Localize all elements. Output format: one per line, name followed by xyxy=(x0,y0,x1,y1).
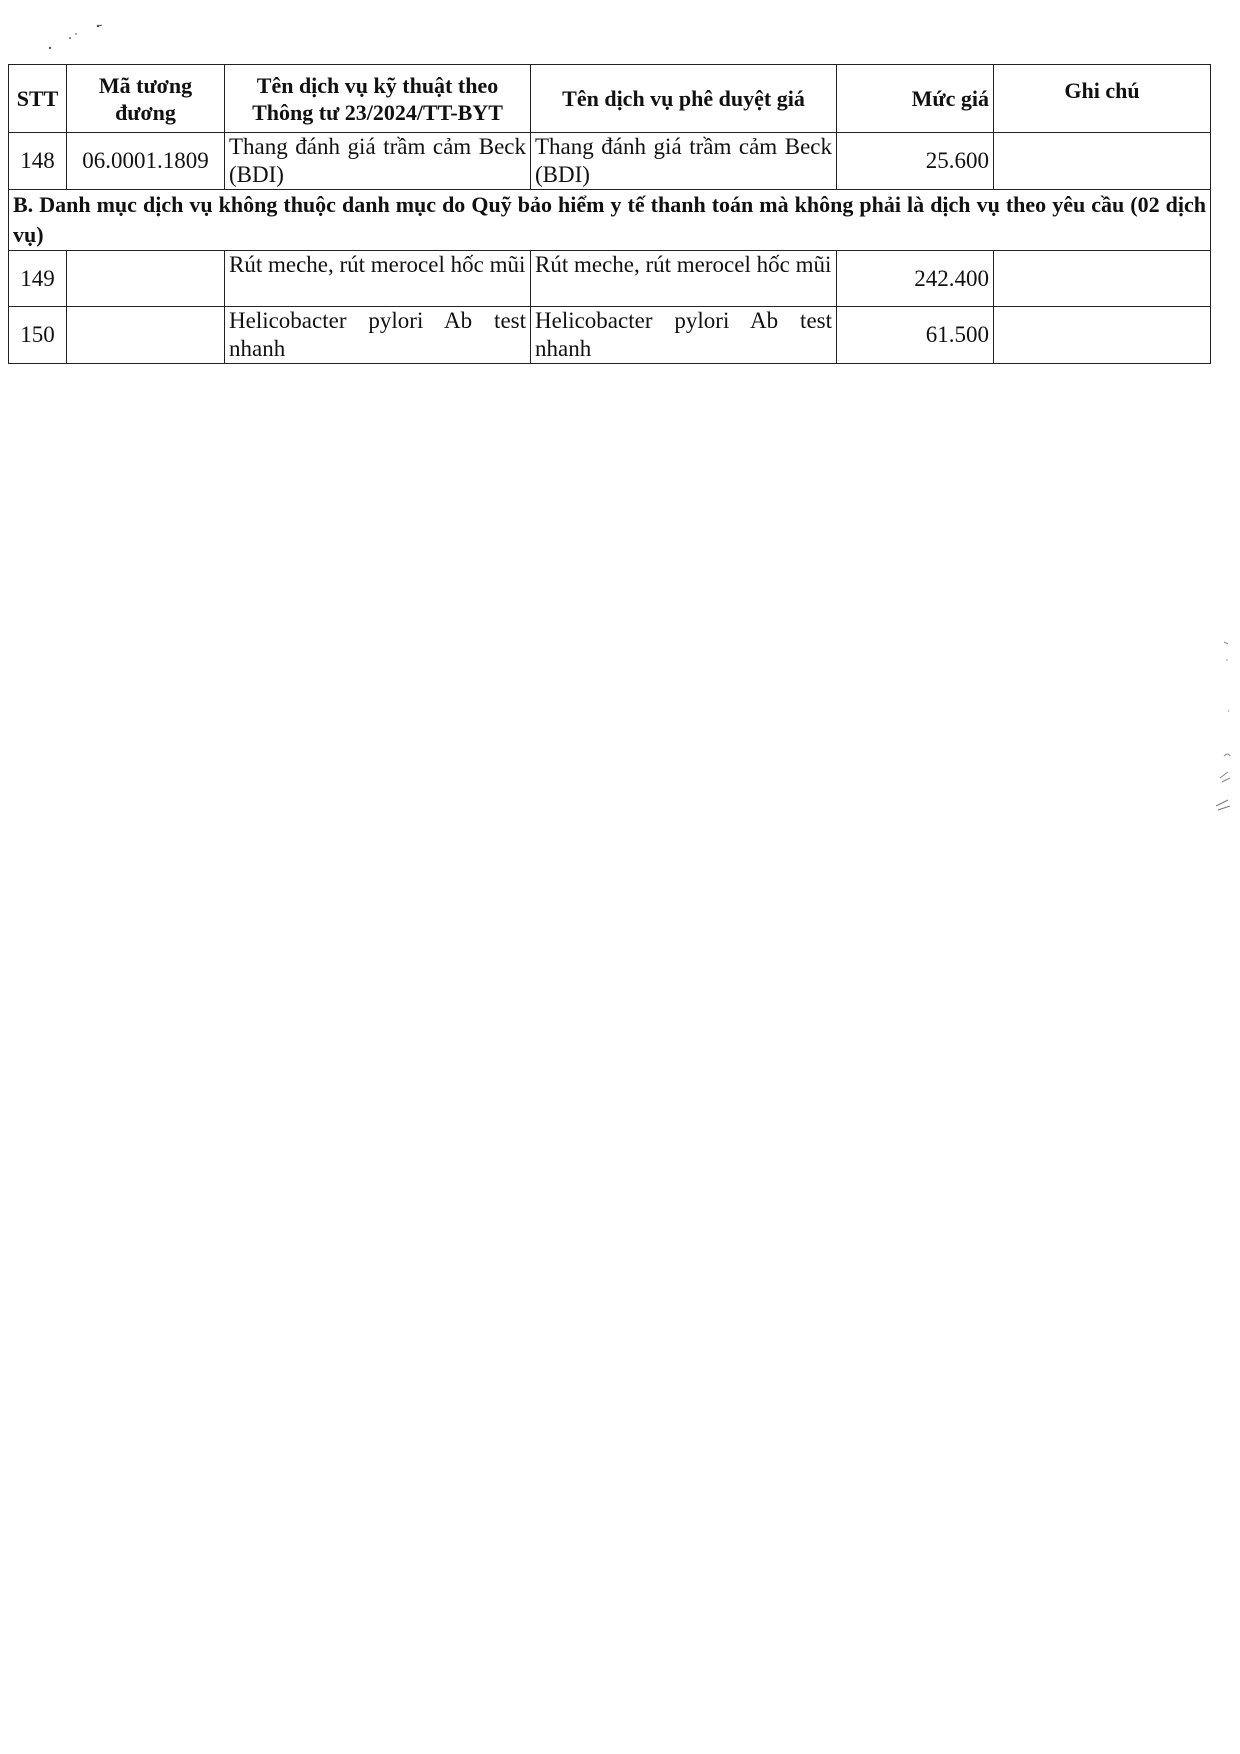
header-muc-gia: Mức giá xyxy=(837,65,994,133)
cell-muc-gia: 25.600 xyxy=(837,133,994,190)
header-ma-tuong-duong: Mã tương đương xyxy=(67,65,225,133)
cell-stt: 149 xyxy=(9,251,67,307)
section-row xyxy=(9,190,1211,251)
cell-muc-gia: 242.400 xyxy=(837,251,994,307)
header-ten-dich-vu-thong-tu: Tên dịch vụ kỹ thuật theo Thông tư 23/2024/TT-BYT xyxy=(225,65,531,133)
cell-ten-dich-vu-phe-duyet: Helicobacter pylori Ab test nhanh xyxy=(531,307,837,364)
cell-ghi-chu xyxy=(994,307,1211,364)
scan-specks-top xyxy=(40,18,120,58)
cell-stt: 148 xyxy=(9,133,67,190)
cell-ghi-chu xyxy=(994,133,1211,190)
scan-edge-marks xyxy=(1202,640,1232,820)
cell-muc-gia: 61.500 xyxy=(837,307,994,364)
cell-ten-dich-vu-phe-duyet: Thang đánh giá trầm cảm Beck (BDI) xyxy=(531,133,837,190)
header-ten-dich-vu-phe-duyet: Tên dịch vụ phê duyệt giá xyxy=(531,65,837,133)
header-ghi-chu: Ghi chú xyxy=(994,65,1211,133)
cell-ten-dich-vu-thong-tu: Rút meche, rút merocel hốc mũi xyxy=(225,251,531,307)
cell-ten-dich-vu-phe-duyet: Rút meche, rút merocel hốc mũi xyxy=(531,251,837,307)
section-b-heading: B. Danh mục dịch vụ không thuộc danh mục do Quỹ bảo hiểm y tế thanh toán mà không phải là dịch vụ theo yêu cầu (02 dịch vụ) xyxy=(9,190,1211,251)
header-stt: STT xyxy=(9,65,67,133)
cell-ma-tuong-duong xyxy=(67,251,225,307)
table-row xyxy=(9,133,1211,190)
cell-ma-tuong-duong xyxy=(67,307,225,364)
table-header-row xyxy=(9,65,1211,133)
table-row xyxy=(9,251,1211,307)
cell-ten-dich-vu-thong-tu: Thang đánh giá trầm cảm Beck (BDI) xyxy=(225,133,531,190)
cell-stt: 150 xyxy=(9,307,67,364)
cell-ghi-chu xyxy=(994,251,1211,307)
table-row xyxy=(9,307,1211,364)
price-table xyxy=(8,64,1211,364)
cell-ma-tuong-duong: 06.0001.1809 xyxy=(67,133,225,190)
cell-ten-dich-vu-thong-tu: Helicobacter pylori Ab test nhanh xyxy=(225,307,531,364)
